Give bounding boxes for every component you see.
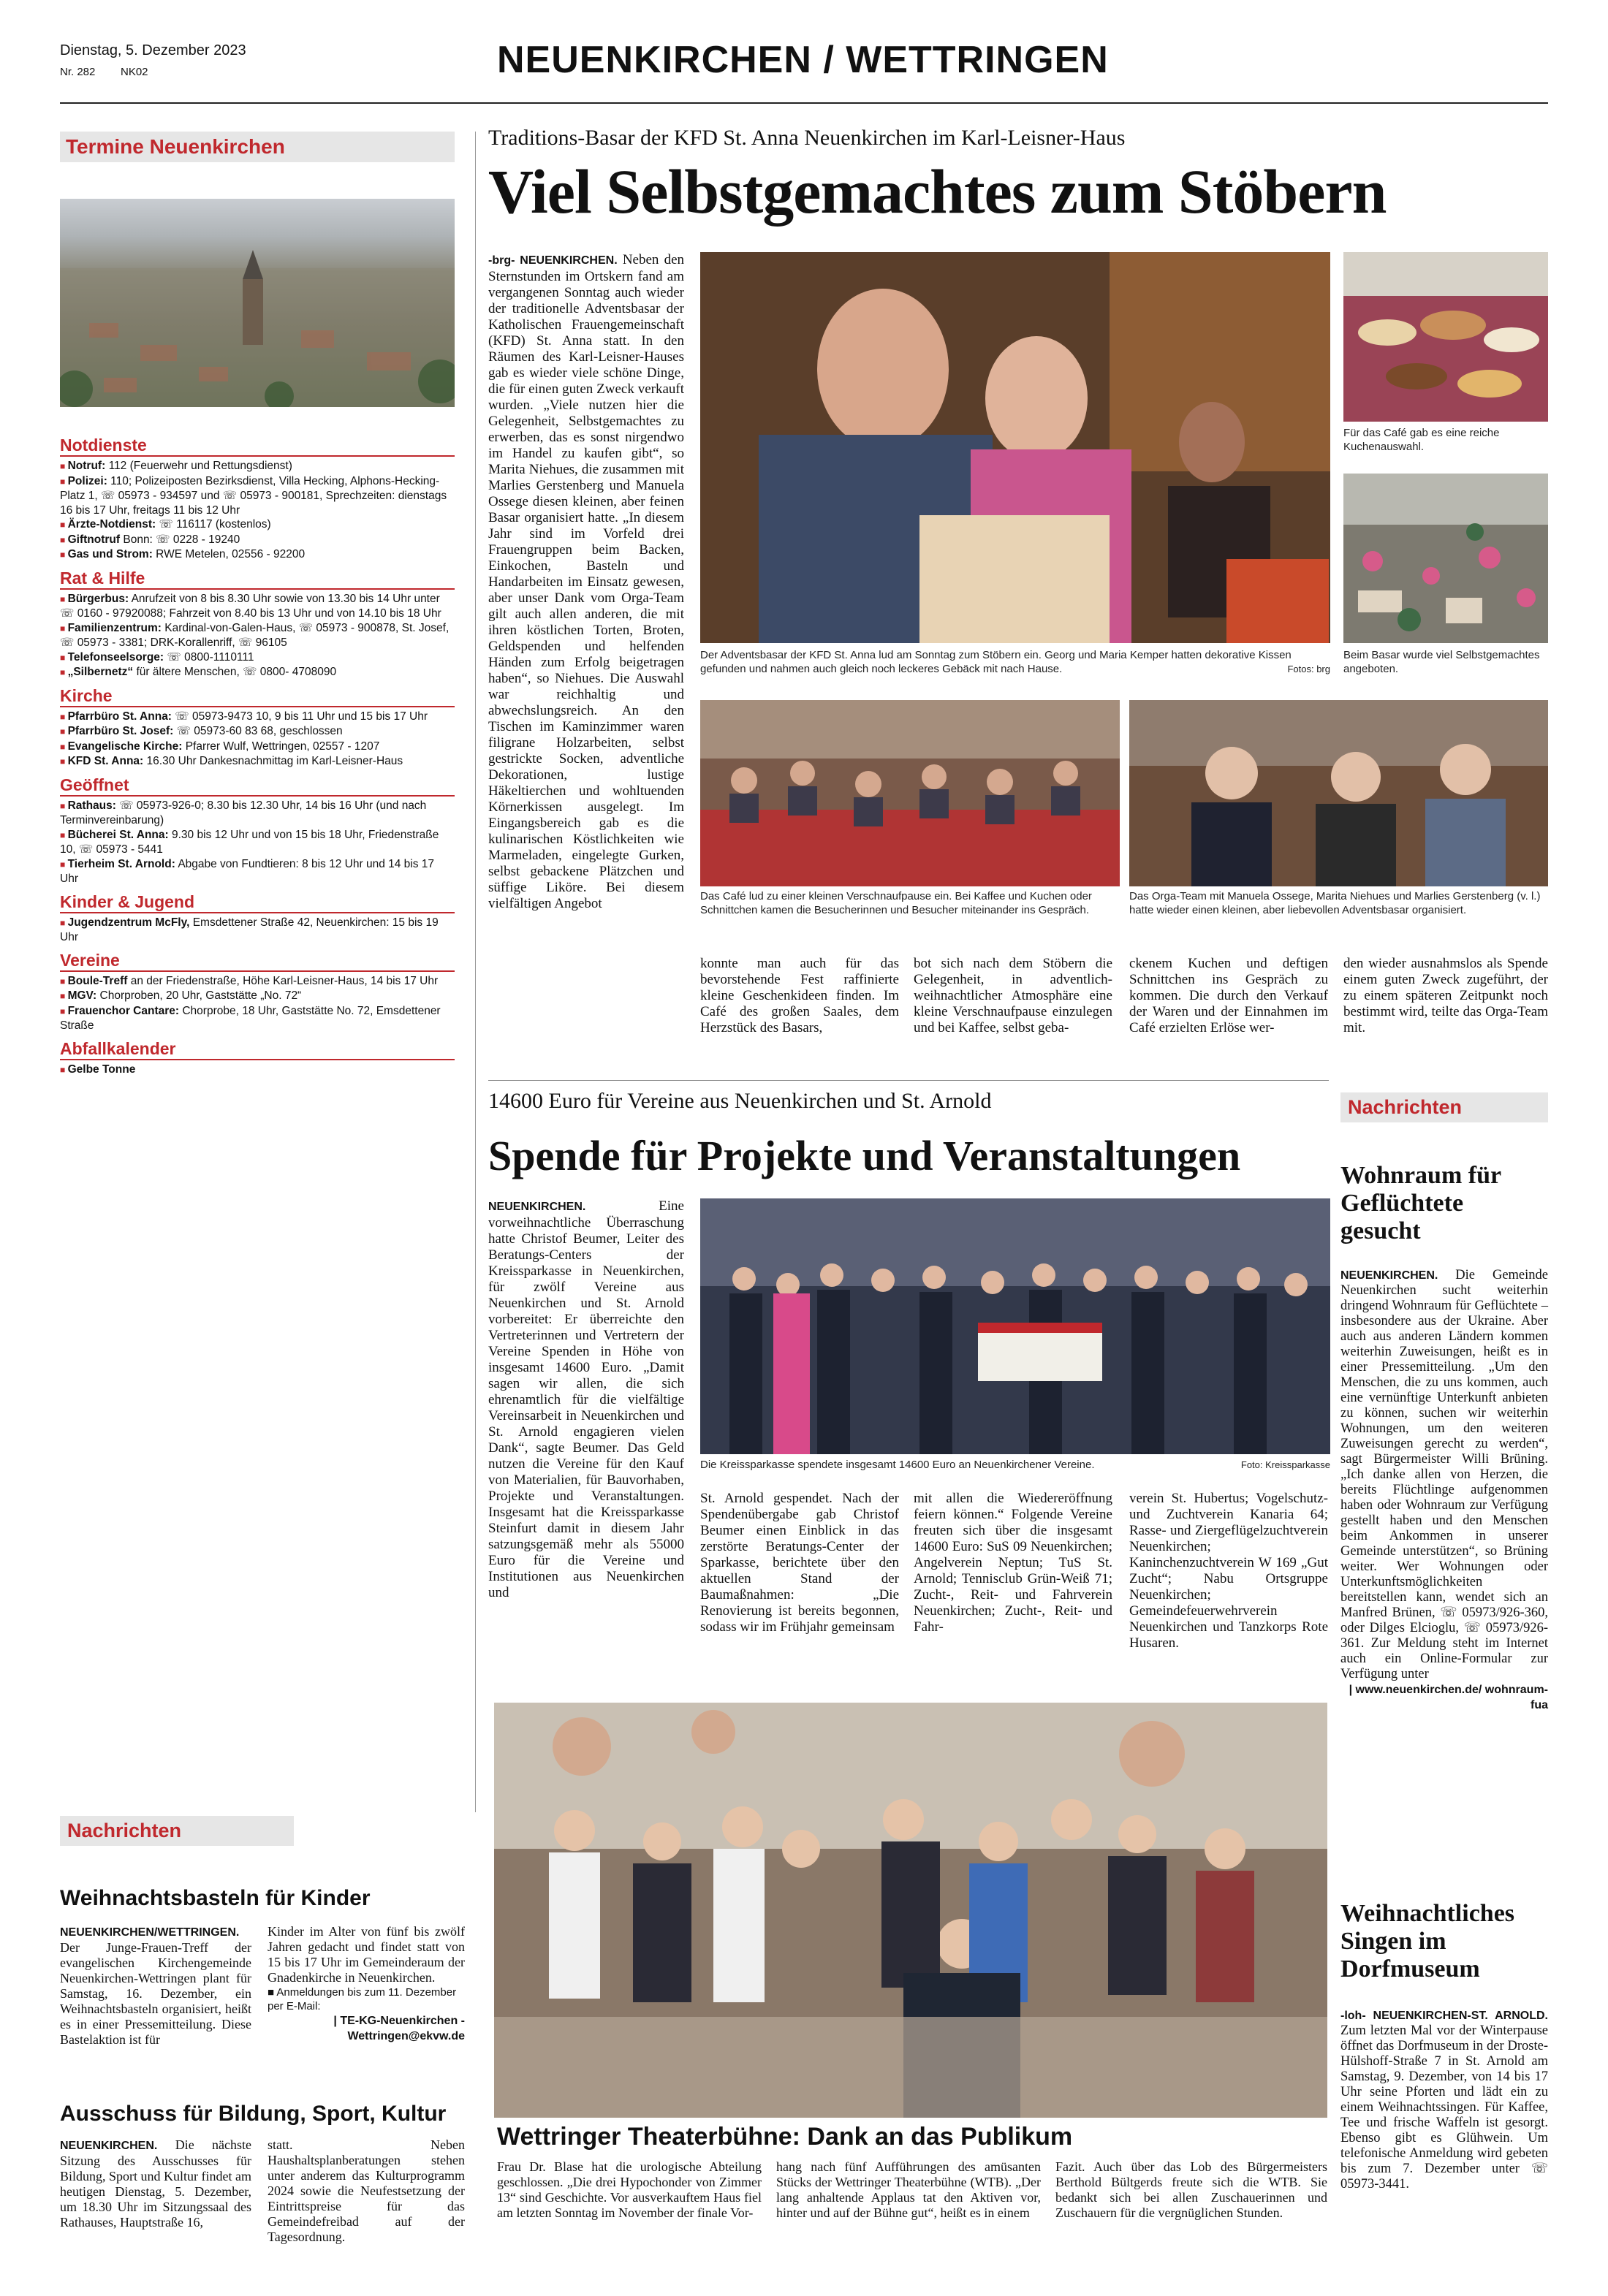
sidebar-entry (60, 799, 455, 828)
cap-kemper (700, 648, 1330, 676)
cap-spende-text: Die Kreissparkasse spendete insgesamt 14600 Euro an Neuenkirchener Vereine. (700, 1459, 1095, 1471)
theater-headline: Wettringer Theaterbühne: Dank an das Publikum (497, 2123, 1073, 2151)
sidebar-section-title: Vereine (60, 951, 455, 972)
sidebar-entry-text: für ältere Menschen, ☏ 0800- 4708090 (136, 666, 337, 678)
sidebar-section-title: Kirche (60, 686, 455, 707)
column-rule-left (475, 132, 476, 1812)
header-date: Dienstag, 5. Dezember 2023 (60, 42, 246, 58)
sidebar-entry-label: ■ Boule-Treff (60, 975, 127, 987)
cap-orgateam: Das Orga-Team mit Manuela Ossege, Marita Niehues und Marlies Gerstenberg (v. l.) hatte wieder einen kleinen, aber liebevollen Adventsbasar organisiert. (1129, 890, 1541, 916)
sidebar-section-title: Rat & Hilfe (60, 569, 455, 590)
ausschuss-col2 (268, 2137, 465, 2245)
singen-title: Weihnachtliches Singen im Dorfmuseum (1340, 1900, 1515, 1983)
photo-orgateam (1129, 700, 1548, 886)
sidebar-entry (60, 857, 455, 886)
sidebar-entry-label: ■ Bürgerbus: (60, 593, 129, 605)
sidebar-entry-text: ☏ 05973-926-0; 8.30 bis 12.30 Uhr, 14 bis 16 Uhr (und nach Terminvereinbarung) (60, 799, 427, 826)
spende-col4: verein St. Hubertus; Vogelschutz- und Zuchtverein Kanaria 64; Rasse- und Ziergeflügelzuchtverein Neuenkirchen; Kaninchenzuchtverein W 169 „Gut Zucht“; Nabu Ortsgruppe Neuenkirchen; Gemeindefeuerwehrverein Neuenkirchen und Tanzkorps Rote Husaren. (1129, 1491, 1328, 1651)
photo-kemper (700, 252, 1330, 643)
main-col4: ckenem Kuchen und deftigen Schnittchen ins Gespräch zu kommen. Die durch den Verkauf der Waren und der Einnahmen im Café erzielten Erlöse wer- (1129, 956, 1328, 1035)
basteln-title: Weihnachtsbasteln für Kinder (60, 1886, 371, 1910)
sidebar-entry-label: ■ Pfarrbüro St. Josef: (60, 725, 173, 737)
ausschuss-text-1: Die nächste Sitzung des Ausschusses für Bildung, Sport und Kultur findet am heutigen Dienstag, 5. Dezember, um 18.30 Uhr im Sitzungssaal des Rathauses, Hauptstraße 16, (60, 2137, 251, 2230)
sidebar-entry-label: ■ KFD St. Anna: (60, 755, 143, 767)
cap-kemper-text: Der Adventsbasar der KFD St. Anna lud am Sonntag zum Stöbern ein. Georg und Maria Kemper hatten dekorative Kissen gefunden und nahmen auch gleich noch leckeres Gebäck mit nach Hause. (700, 649, 1292, 675)
photo-theater (494, 1703, 1327, 2118)
sidebar-entry-text: 9.30 bis 12 Uhr und von 15 bis 18 Uhr, Friedenstraße 10, ☏ 05973 - 5441 (60, 828, 439, 856)
header-issue: Nr. 282 (60, 66, 96, 78)
theater-col2: hang nach fünf Aufführungen des amüsanten Stücks der Wettringer Theaterbühne (WTB). „Der lang anhaltende Applaus tat den Aktiven vor, hinter und auf der Bühne gut“, heißt es in einem (776, 2159, 1041, 2220)
sidebar-entry-label: ■ Tierheim St. Arnold: (60, 858, 175, 870)
spende-dateline: NEUENKIRCHEN. (488, 1201, 586, 1213)
sidebar-entry-text: Chorprobe, 18 Uhr, Gaststätte No. 72, Emsdettener Straße (60, 1004, 441, 1032)
sidebar-entry (60, 517, 455, 533)
main-kicker: Traditions-Basar der KFD St. Anna Neuenkirchen im Karl-Leisner-Haus (488, 126, 1126, 150)
wohnraum-dateline: NEUENKIRCHEN. (1340, 1269, 1438, 1282)
wohnraum-title: Wohnraum für Geflüchtete gesucht (1340, 1162, 1501, 1244)
basteln-mail: | TE-KG-Neuenkirchen -Wettringen@ekvw.de (333, 2015, 465, 2042)
cap-kemper-credit: Fotos: brg (1287, 664, 1330, 674)
sidebar-entry-label: ■ Pfarrbüro St. Anna: (60, 710, 172, 723)
sidebar-entry-text: Bonn: ☏ 0228 - 19240 (123, 533, 240, 546)
ausschuss-title: Ausschuss für Bildung, Sport, Kultur (60, 2102, 447, 2126)
main-headline: Viel Selbstgemachtes zum Stöbern (488, 156, 1387, 227)
sidebar-entry-text: 110; Polizeiposten Bezirksdienst, Villa Hecking, Alphons-Hecking-Platz 1, ☏ 05973 - 934597 und ☏ 05973 - 900181, Sprechzeiten: dienstags 16 bis 17 Uhr, freitags 11 bis 12 Uhr (60, 474, 447, 517)
photo-spende (700, 1198, 1330, 1454)
sidebar-entry-label: ■ Telefonseelsorge: (60, 651, 164, 664)
cap-basar: Beim Basar wurde viel Selbstgemachtes angeboten. (1343, 649, 1540, 675)
sidebar-entry-label: ■ „Silbernetz“ (60, 666, 133, 678)
sidebar-entry (60, 621, 455, 650)
sidebar-entry-label: ■ Bücherei St. Anna: (60, 829, 169, 841)
main-col5: den wieder ausnahmslos als Spende einem guten Zweck zugeführt, der zu einem späteren Zeitpunkt noch bestimmt wird, teilte das Orga-Team mit. (1343, 956, 1548, 1035)
sidebar-entry (60, 665, 455, 680)
sidebar-entry-text: ☏ 05973-60 83 68, geschlossen (176, 725, 343, 737)
sidebar-entry (60, 650, 455, 666)
cap-kuchen: Für das Café gab es eine reiche Kuchenauswahl. (1343, 427, 1500, 453)
main-col3: bot sich nach dem Stöbern die Gelegenheit, in adventlich-weihnachtlicher Atmosphäre eine kleine Verschnaufpause einzulegen und bei Kaffee, selbst geba- (914, 956, 1112, 1035)
basteln-note: ■ Anmeldungen bis zum 11. Dezember per E-Mail: (268, 1986, 457, 2012)
basteln-col1 (60, 1924, 251, 2048)
ausschuss-dateline: NEUENKIRCHEN. (60, 2140, 158, 2152)
sidebar-entry-label: ■ Gelbe Tonne (60, 1063, 135, 1076)
spende-text-1: Eine vorweihnachtliche Überraschung hatte Christof Beumer, Leiter des Beratungs-Centers der Kreissparkasse in Neuenkirchen, für zwölf Vereine aus Neuenkirchen und St. Arnold vorbereitet: Er überreichte den Vertreterinnen und Vertretern der Vereine Spenden in Höhe von insgesamt 14600 Euro. „Damit sagen wir allen, die sich ehrenamtlich für die vielfältige Vereinsarbeit in Neuenkirchen und St. Arnold engagieren vielen Dank“, sagte Beumer. Das Geld nutzen die Vereine für den Kauf von Materialien, für Bauvorhaben, Projekte und Veranstaltungen. Insgesamt hat die Kreissparkasse Steinfurt damit in diesem Jahr satzungsgemäß mehr als 55000 Euro für die Vereine und Institutionen aus Neuenkirchen und (488, 1198, 684, 1600)
spende-col3: mit allen die Wiedereröffnung feiern können.“ Folgende Vereine freuten sich über die insgesamt 14600 Euro: SuS 09 Neuenkirchen; Angelverein Neptun; TuS St. Arnold; Tennisclub Grün-Weiß 71; Zucht-, Reit- und Fahrverein Neuenkirchen; Zucht-, Reit- und Fahr- (914, 1491, 1112, 1635)
aerial-photo (60, 199, 455, 407)
sidebar-entry-label: ■ MGV: (60, 989, 96, 1002)
sidebar-entry-label: ■ Evangelische Kirche: (60, 740, 182, 753)
nachrichten-left-head: Nachrichten (60, 1816, 294, 1846)
sidebar-entry-text: RWE Metelen, 02556 - 92200 (156, 548, 306, 560)
termine-box (60, 132, 455, 162)
sidebar-entry (60, 592, 455, 621)
basteln-text-1: Der Junge-Frauen-Treff der evangelischen Kirchengemeinde Neuenkirchen-Wettringen plant für Samstag, 16. Dezember, ein Weihnachtsbasteln organisiert, heißt es in einer Pressemitteilung. Diese Bastelaktion ist für (60, 1940, 251, 2047)
sidebar-sections (60, 430, 455, 1077)
sidebar-entry (60, 754, 455, 769)
ausschuss-col1 (60, 2137, 251, 2230)
sidebar-entry-text: 112 (Feuerwehr und Rettungsdienst) (108, 460, 292, 472)
nachrichten-right-head: Nachrichten (1340, 1092, 1548, 1122)
sidebar-entry-label: ■ Giftnotruf (60, 533, 120, 546)
sidebar-entry (60, 474, 455, 518)
main-col2: konnte man auch für das bevorstehende Fest raffinierte kleine Geschenkideen finden. Im Café des großen Saales, dem Herzstück des Basars, (700, 956, 899, 1035)
main-text-1: Neben den Sternstunden im Ortskern fand am vergangenen Sonntag auch wieder der traditionelle Adventsbasar der Katholischen Frauengemeinschaft (KFD) St. Anna statt. In den Räumen des Karl-Leisner-Hauses gab es wieder viele schöne Dinge, die für einen guten Zweck verkauft wurden. „Viele nutzen hier die Gelegenheit, Selbstgemachtes zu erwerben, das es sonst nirgendwo im Handel zu kaufen gibt“, so Marita Niehues, die zusammen mit Marlies Gerstenberg und Manuela Ossege diesen kleinen, aber feinen Basar organisiert hatte. „In diesem Jahr sind im Vorfeld drei Frauengruppen beim Backen, Einkochen, Basteln und Handarbeiten im Einsatz gewesen, aber unser Dank vom Orga-Team gilt auch allen anderen, die mit ihren köstlichen Torten, Broten, Geldspenden und helfenden Händen zum Erfolg beigetragen haben“, so Niehues. Die Auswahl war reichhaltig und abwechslungsreich. An den Tischen im Kaminzimmer waren filigrane Holzarbeiten, selbst gestrickte Socken, adventliche Dekorationen, lustige Häkeltierchen und wohltuenden Körnerkissen ausgelegt. Im Eingangsbereich gab es die kulinarischen Köstlichkeiten wie Marmeladen, eingelegte Gurken, selbst gebackene Plätzchen und süffige Liköre. Bei diesem vielfältigen Angebot (488, 252, 684, 911)
wohnraum-body: Die Gemeinde Neuenkirchen sucht weiterhin dringend Wohnraum für Geflüchtete – insbesondere aus der Ukraine. Aber auch aus anderen Ländern kommen weiterhin Zuweisungen, heißt es in einer Pressemitteilung. „Um den Menschen, die zu uns kommen, auch eine vernünftige Unterkunft anbieten zu können, suchen wir weiterhin Wohnungen, um den weiteren Zuweisungen gerecht zu werden“, sagt Bürgermeister Willi Brüning. „Ich danke allen von Herzen, die bereits Flüchtlinge aufgenommen haben oder Wohnraum zur Verfügung gestellt haben und den Menschen beim Ankommen in unserer Gemeinde unterstützen“, so Brüning weiter. Wer Wohnungen oder Unterkunftsmöglichkeiten bereitstellen kann, wendet sich an Manfred Brünen, ☏ 05973/926-360, oder Dilges Elcioglu, ☏ 05973/926-361. Zur Meldung steht im Internet auch ein Online-Formular zur Verfügung unter (1340, 1268, 1548, 1681)
sidebar-entry-label: ■ Rathaus: (60, 799, 116, 812)
spende-col2: St. Arnold gespendet. Nach der Spendenübergabe gab Christof Beumer einen Einblick in das zerstörte Beratungs-Center der Sparkasse, berichtete über den aktuellen Stand der Baumaßnahmen: „Die Renovierung ist bereits begonnen, sodass wir im Frühjahr gemeinsam (700, 1491, 899, 1635)
singen-text (1340, 2008, 1548, 2192)
sidebar-section-title: Kinder & Jugend (60, 892, 455, 913)
sidebar-entry-label: ■ Polizei: (60, 475, 107, 487)
cap-spende (700, 1458, 1330, 1472)
sidebar-entry (60, 533, 455, 548)
sidebar-entry-text: ☏ 05973-9473 10, 9 bis 11 Uhr und 15 bis 17 Uhr (175, 710, 428, 723)
page-title: NEUENKIRCHEN / WETTRINGEN (497, 39, 1109, 81)
sidebar-entry (60, 710, 455, 725)
spende-kicker: 14600 Euro für Vereine aus Neuenkirchen und St. Arnold (488, 1089, 992, 1113)
sidebar-entry (60, 989, 455, 1004)
basteln-text-2: Kinder im Alter von fünf bis zwölf Jahren gedacht und findet statt von 15 bis 17 Uhr im Gemeinderaum der Gnadenkirche in Neuenkirchen. (268, 1924, 465, 1985)
sidebar-entry-text: 16.30 Uhr Dankesnachmittag im Karl-Leisner-Haus (146, 755, 403, 767)
sidebar-entry-text: Kardinal-von-Galen-Haus, ☏ 05973 - 900878, St. Josef, ☏ 05973 - 3381; DRK-Korallenriff, ☏ 96105 (60, 621, 450, 649)
sidebar-entry-label: ■ Gas und Strom: (60, 548, 153, 560)
termine-title: Termine Neuenkirchen (60, 132, 455, 162)
basteln-col2 (268, 1924, 465, 2044)
sidebar-entry-text: an der Friedenstraße, Höhe Karl-Leisner-Haus, 14 bis 17 Uhr (130, 974, 439, 987)
cap-spende-credit: Foto: Kreissparkasse (1240, 1459, 1330, 1470)
header-rule (60, 102, 1548, 104)
sidebar-entry (60, 547, 455, 563)
sidebar-entry (60, 1063, 455, 1078)
sidebar-section-title: Notdienste (60, 436, 455, 457)
sidebar-entry-text: Abgabe von Fundtieren: 8 bis 12 Uhr und 14 bis 17 Uhr (60, 857, 435, 885)
ausschuss-text-2: statt. Neben Haushaltsplanberatungen stehen unter anderem das Kulturprogramm 2024 sowie die Neufestsetzung der Eintrittspreise für das Gemeindefreibad auf der Tagesordnung. (268, 2137, 465, 2244)
photo-basar (1343, 474, 1548, 643)
sidebar-entry (60, 724, 455, 740)
photo-kuchen (1343, 252, 1548, 422)
sidebar-entry-text: Anrufzeit von 8 bis 8.30 Uhr sowie von 13.30 bis 14 Uhr unter ☏ 0160 - 97920088; Fahrzeit von 8.40 bis 13 Uhr und von 14.10 bis 18 Uhr (60, 592, 441, 620)
sidebar-entry (60, 974, 455, 989)
photo-cafe (700, 700, 1120, 886)
basteln-dateline: NEUENKIRCHEN/WETTRINGEN. (60, 1926, 240, 1939)
sidebar-section-title: Abfallkalender (60, 1039, 455, 1060)
sidebar-entry (60, 459, 455, 474)
spende-col1 (488, 1198, 684, 1688)
sidebar-entry-text: ☏ 116117 (kostenlos) (159, 518, 271, 531)
sidebar-entry (60, 828, 455, 857)
sidebar-entry-text: Chorproben, 20 Uhr, Gaststätte „No. 72“ (99, 989, 302, 1002)
header-edition: NK02 (121, 66, 148, 78)
sidebar-entry-text: Emsdettener Straße 42, Neuenkirchen: 15 bis 19 Uhr (60, 916, 439, 943)
theater-col3: Fazit. Auch über das Lob des Bürgermeisters Berthold Bültgerds freute sich die WTB. Sie bedankt sich bei allen Zuschauerinnen und Zuschauern für die vergnüglichen Stunden. (1055, 2159, 1327, 2220)
nachrichten-left (60, 1816, 488, 1846)
sidebar-entry (60, 916, 455, 945)
cap-cafe: Das Café lud zu einer kleinen Verschnaufpause ein. Bei Kaffee und Kuchen oder Schnittchen kamen die Besucherinnen und Besucher miteinander ins Gespräch. (700, 890, 1092, 916)
sidebar-entry-label: ■ Notruf: (60, 460, 105, 472)
sidebar-entry (60, 1004, 455, 1033)
sidebar-entry-label: ■ Ärzte-Notdienst: (60, 518, 156, 531)
main-dateline: -brg- NEUENKIRCHEN. (488, 254, 618, 267)
main-divider (488, 1080, 1329, 1081)
main-col1 (488, 252, 684, 1060)
singen-dateline: -loh- NEUENKIRCHEN-ST. ARNOLD. (1340, 2010, 1548, 2022)
wohnraum-text (1340, 1268, 1548, 1713)
nachrichten-right (1340, 1092, 1548, 1122)
sidebar-entry-label: ■ Jugendzentrum McFly, (60, 916, 189, 929)
sidebar-entry-text: Pfarrer Wulf, Wettringen, 02557 - 1207 (185, 740, 380, 753)
theater-col1: Frau Dr. Blase hat die urologische Abteilung geschlossen. „Die drei Hypochonder von Zimmer 13“ sind Geschichte. Vor ausverkauftem Haus fiel am letzten Sonntag im November der finale Vor- (497, 2159, 762, 2220)
singen-body: Zum letzten Mal vor der Winterpause öffnet das Dorfmuseum in der Droste-Hülshoff-Straße 7 in St. Arnold am Samstag, 9. Dezember, von 14 bis 17 Uhr seine Pforten und lädt ein zu einem Weihnachtssingen. Für Kaffee, Tee und frische Waffeln ist gesorgt. Ebenso gibt es Glühwein. Um telefonische Anmeldung wird gebeten bis zum 7. Dezember unter ☏ 05973-3441. (1340, 2023, 1548, 2192)
spende-headline: Spende für Projekte und Veranstaltungen (488, 1132, 1241, 1179)
sidebar-section-title: Geöffnet (60, 775, 455, 797)
sidebar-entry (60, 740, 455, 755)
sidebar-entry-label: ■ Familienzentrum: (60, 622, 162, 634)
sidebar-entry-label: ■ Frauenchor Cantare: (60, 1005, 179, 1017)
wohnraum-link[interactable]: | www.neuenkirchen.de/ wohnraum-fua (1349, 1684, 1548, 1711)
sidebar-entry-text: ☏ 0800-1110111 (167, 650, 254, 664)
